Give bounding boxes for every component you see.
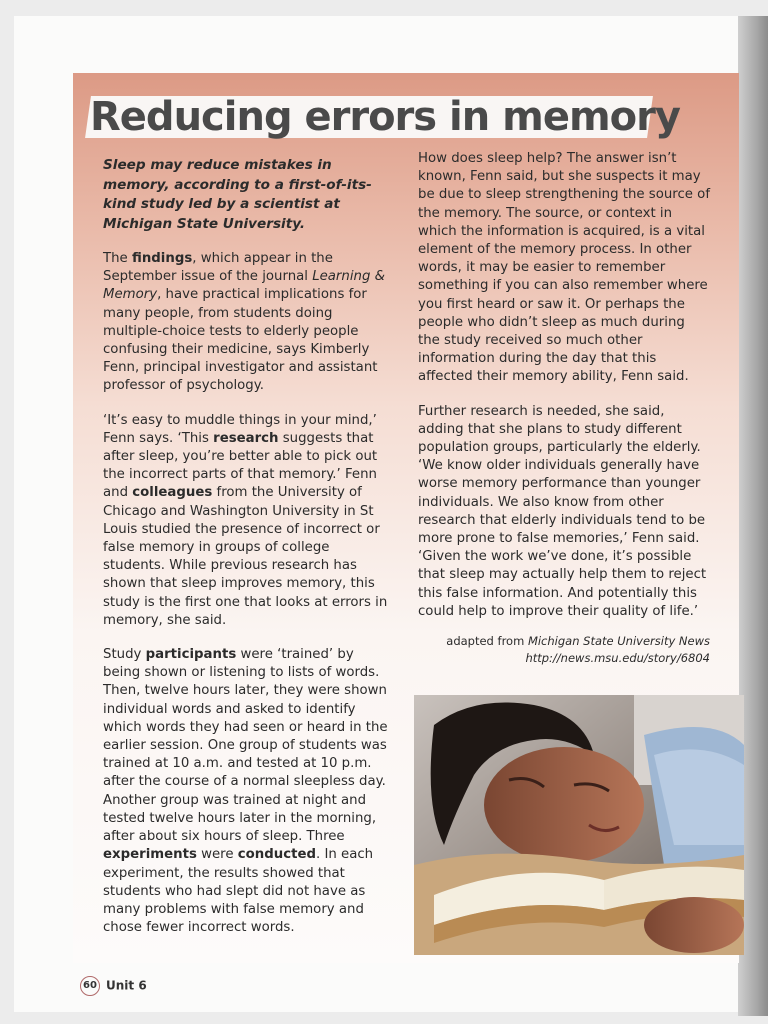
text: Study: [103, 647, 146, 663]
journal-name: Learning & Memory: [103, 269, 385, 303]
unit-label: Unit 6: [106, 978, 147, 993]
keyword-experiments: experiments: [103, 847, 197, 863]
text: from the University of Chicago and Washington University in St Louis studied the presence of incorrect or false memory in groups of college students. While previous research has shown that sleep improves memory, this study is the first one that looks at errors in memory, she said.: [103, 485, 388, 628]
text: were: [196, 847, 238, 863]
keyword-conducted: conducted: [237, 847, 316, 863]
right-column: [418, 150, 710, 667]
lead-paragraph: Sleep may reduce mistakes in memory, according to a first-of-its-kind study led by a scientist at Michigan State University.: [103, 157, 372, 232]
page-footer: [80, 976, 147, 996]
left-column: [103, 156, 393, 953]
text: , have practical implications for many people, from students doing multiple-choice tests to elderly people confusing their medicine, says Kimberly Fenn, principal investigator and assistant professor of psychology.: [103, 287, 378, 394]
paragraph-quote: [103, 412, 393, 630]
keyword-participants: participants: [145, 647, 237, 663]
credit-prefix: adapted from: [446, 634, 528, 649]
article-title: Reducing errors in memory: [90, 94, 680, 140]
text: were ‘trained’ by being shown or listening to lists of words. Then, twelve hours later, they were shown individual words and asked to identify which words they had seen or heard in the earlier session. One group of students was trained at 10 a.m. and tested at 10 p.m. after the course of a normal sleepless day. Another group was trained at night and tested twelve hours later in the morning, after about six hours of sleep. Three: [103, 647, 388, 845]
paragraph-further-research: Further research is needed, she said, adding that she plans to study different population groups, particularly the elderly. ‘We know older individuals generally have worse memory performance than younger individuals. We also know from other research that elderly individuals tend to be more prone to false memories,’ Fenn said. ‘Given the work we’ve done, it’s possible that sleep may actually help them to reject this false information. And potentially this could help to improve their quality of life.’: [418, 403, 707, 619]
sleeping-student-illustration: [414, 695, 744, 955]
photo-sleeping-student: [414, 695, 744, 955]
paragraph-findings: [103, 250, 393, 396]
text: ‘It’s easy to muddle things in your mind,’ Fenn says. ‘This: [103, 412, 377, 446]
paragraph-participants: [103, 646, 393, 937]
title-wrap: [90, 94, 680, 140]
text: . In each experiment, the results showed that students who had slept did not have as many problems with false memory and chose fewer incorrect words.: [103, 847, 374, 936]
keyword-colleagues: colleagues: [132, 485, 213, 501]
text: , which appear in the September issue of the journal: [103, 251, 333, 285]
keyword-research: research: [213, 430, 279, 446]
credit-source: Michigan State University News: [527, 634, 710, 649]
text: suggests that after sleep, you’re better able to pick out the incorrect parts of that memory.’ Fenn and: [103, 430, 378, 501]
page-number: 60: [80, 976, 100, 996]
source-credit: [418, 633, 710, 667]
keyword-findings: findings: [131, 251, 193, 266]
paragraph-how-sleep-helps: How does sleep help? The answer isn’t known, Fenn said, but she suspects it may be due to sleep strengthening the source of the memory. The source, or context in which the information is acquired, is a vital element of the memory process. In other words, it may be easier to remember something if you can also remember where you first heard or saw it. Or perhaps the people who didn’t sleep as much during the study received so much other information during the day that this affected their memory ability, Fenn said.: [418, 151, 710, 385]
text: The: [103, 251, 132, 266]
credit-url[interactable]: http://news.msu.edu/story/6804: [525, 651, 710, 666]
